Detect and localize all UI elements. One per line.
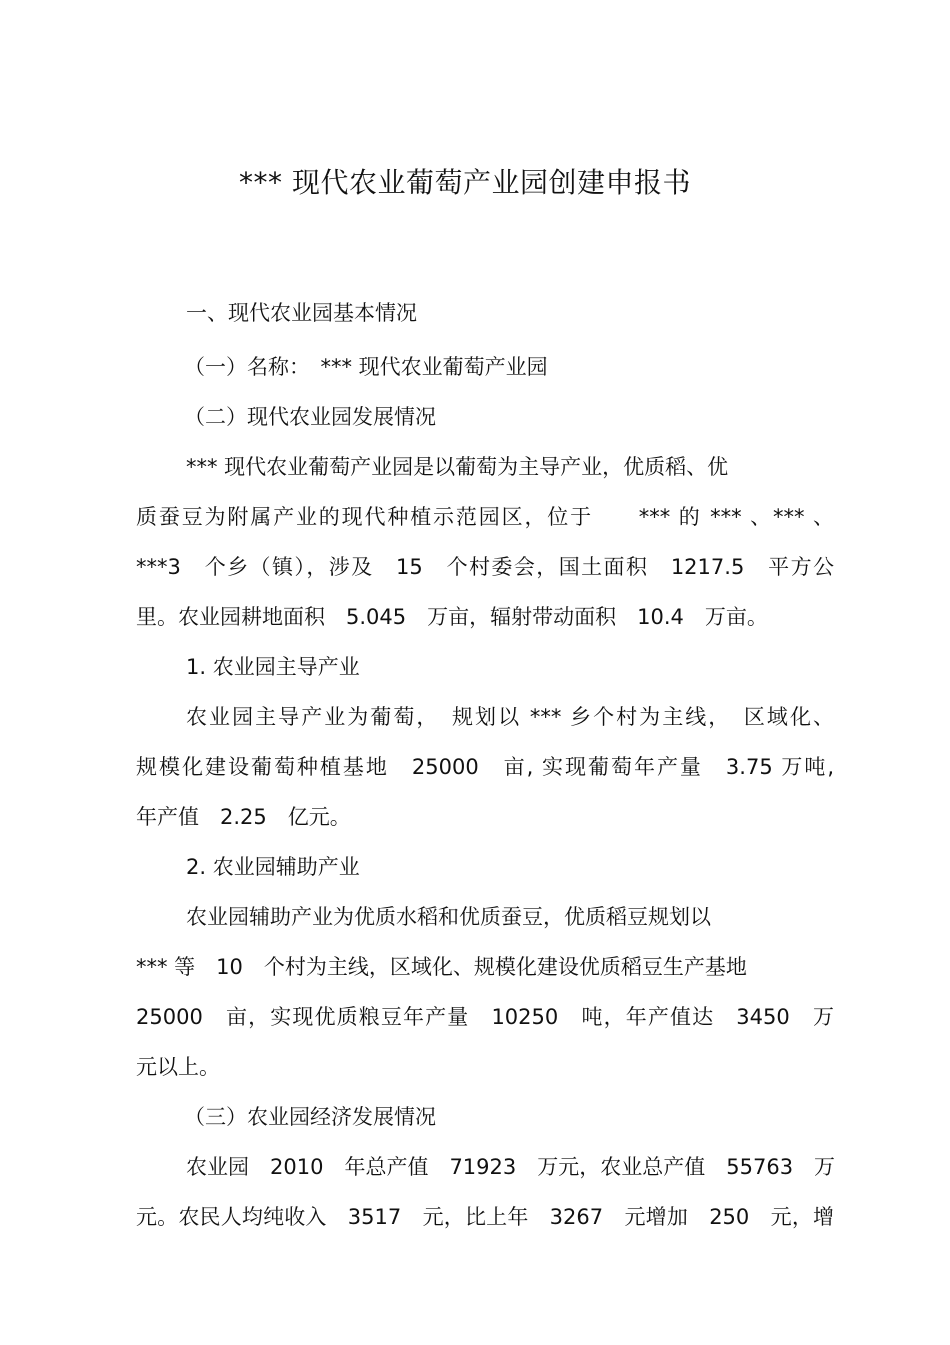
paragraph-line: 农业园主导产业为葡萄， 规划以 *** 乡个村为主线， 区域化、 [186, 705, 834, 729]
paragraph-line: ***3 个乡（镇），涉及 15 个村委会，国土面积 1217.5 平方公 [136, 555, 834, 579]
paragraph-line: 元。农民人均纯收入 3517 元，比上年 3267 元增加 250 元，增 [136, 1205, 834, 1229]
paragraph-line: 农业园 2010 年总产值 71923 万元，农业总产值 55763 万 [186, 1155, 836, 1179]
document-title: *** 现代农业葡萄产业园创建申报书 [239, 166, 691, 199]
paragraph-line: 质蚕豆为附属产业的现代种植示范园区，位于 *** 的 *** 、*** 、 [136, 505, 834, 529]
subsection-economic-development: （三）农业园经济发展情况 [184, 1105, 436, 1129]
paragraph-line: 农业园辅助产业为优质水稻和优质蚕豆，优质稻豆规划以 [186, 905, 711, 929]
paragraph-line: 里。农业园耕地面积 5.045 万亩，辐射带动面积 10.4 万亩。 [136, 605, 768, 629]
item-heading-main-industry: 1. 农业园主导产业 [186, 655, 360, 679]
subsection-development: （二）现代农业园发展情况 [184, 405, 436, 429]
paragraph-line: 规模化建设葡萄种植基地 25000 亩, 实现葡萄年产量 3.75 万吨, [136, 755, 834, 779]
paragraph-line: *** 现代农业葡萄产业园是以葡萄为主导产业，优质稻、优 [186, 455, 729, 479]
item-heading-auxiliary-industry: 2. 农业园辅助产业 [186, 855, 360, 879]
paragraph-line: 元以上。 [136, 1055, 220, 1079]
paragraph-line: 25000 亩，实现优质粮豆年产量 10250 吨，年产值达 3450 万 [136, 1005, 834, 1029]
section-heading-basic-info: 一、现代农业园基本情况 [186, 301, 417, 325]
paragraph-line: *** 等 10 个村为主线，区域化、规模化建设优质稻豆生产基地 [136, 955, 747, 979]
paragraph-line: 年产值 2.25 亿元。 [136, 805, 351, 829]
subsection-name: （一）名称： *** 现代农业葡萄产业园 [184, 355, 548, 379]
